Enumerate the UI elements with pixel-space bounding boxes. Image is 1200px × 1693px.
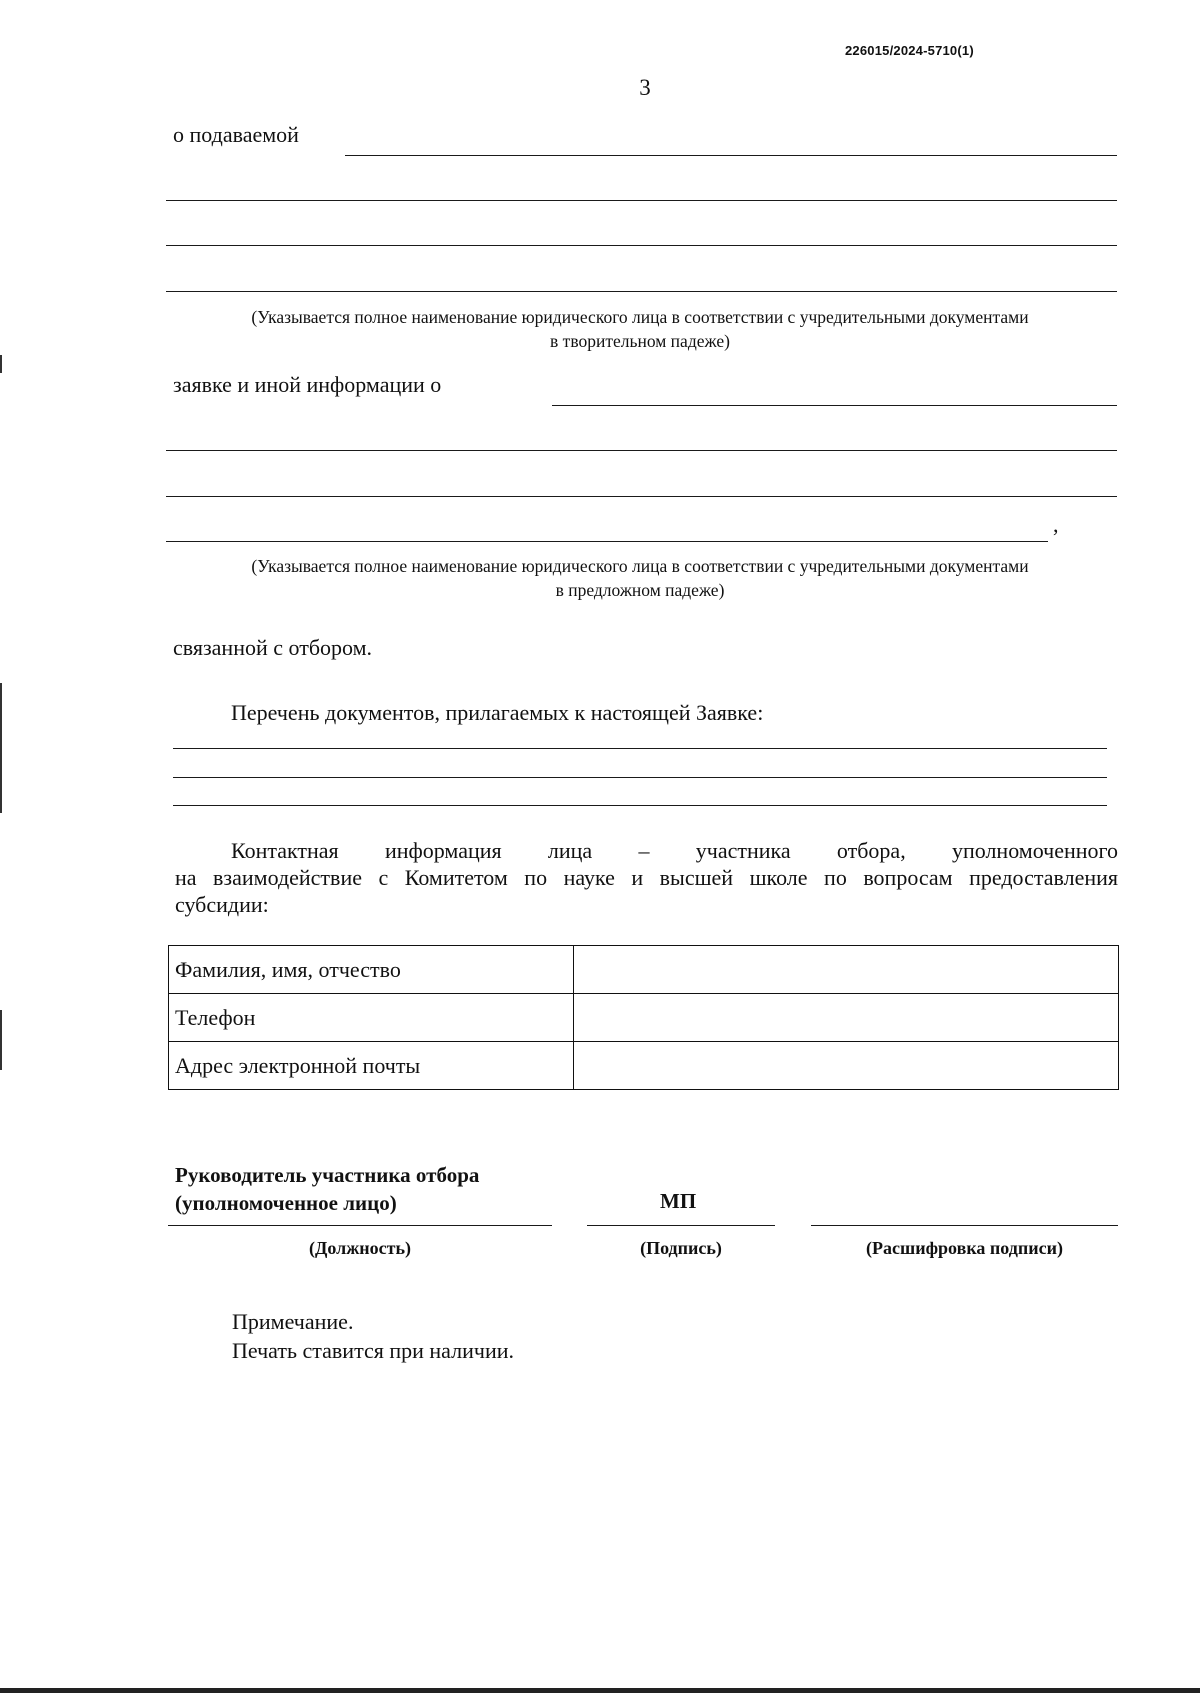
decoding-line[interactable] — [811, 1225, 1118, 1226]
fill-line[interactable] — [345, 155, 1117, 156]
contact-info-line: Контактная информация лица – участника отбора, уполномоченного — [231, 838, 1118, 863]
caption-line: (Указывается полное наименование юридического лица в соответствии с учредительными документами — [251, 307, 1029, 327]
fill-line[interactable] — [552, 405, 1117, 406]
contact-label-full-name: Фамилия, имя, отчество — [169, 946, 574, 994]
instrumental-case-caption — [175, 305, 1105, 353]
fill-line[interactable] — [166, 541, 1048, 542]
note-text: Печать ставится при наличии. — [232, 1338, 514, 1363]
document-line[interactable] — [173, 777, 1107, 778]
signatory-title — [175, 1161, 479, 1217]
caption-line: в творительном падеже) — [550, 331, 730, 351]
decoding-caption: (Расшифровка подписи) — [866, 1238, 1063, 1258]
fill-line[interactable] — [166, 291, 1117, 292]
connected-text: связанной с отбором. — [173, 635, 373, 660]
lead-text-application: заявке и иной информации о — [173, 372, 442, 397]
signatory-title-line: (уполномоченное лицо) — [175, 1191, 397, 1215]
caption-line: в предложном падеже) — [555, 580, 725, 600]
fill-line[interactable] — [166, 245, 1117, 246]
scan-bottom-edge — [0, 1688, 1200, 1693]
table-row — [169, 946, 1119, 994]
prepositional-case-caption — [175, 554, 1105, 602]
scan-edge-mark — [0, 355, 2, 373]
full-name-field[interactable] — [574, 946, 1119, 994]
contact-label-email: Адрес электронной почты — [169, 1042, 574, 1090]
position-caption: (Должность) — [308, 1238, 411, 1258]
fill-line[interactable] — [166, 200, 1117, 201]
phone-field[interactable] — [574, 994, 1119, 1042]
table-row — [169, 994, 1119, 1042]
stamp-label: МП — [660, 1189, 697, 1213]
document-line[interactable] — [173, 805, 1107, 806]
note-title: Примечание. — [232, 1309, 354, 1334]
contact-info-line: на взаимодействие с Комитетом по науке и высшей школе по вопросам предоставления — [175, 865, 1118, 890]
contact-info-line: субсидии: — [175, 892, 269, 917]
page-number: 3 — [639, 75, 651, 100]
signature-line[interactable] — [587, 1225, 775, 1226]
trailing-comma: , — [1053, 512, 1059, 537]
contact-info-paragraph — [175, 837, 1118, 918]
documents-list-heading: Перечень документов, прилагаемых к настоящей Заявке: — [231, 700, 764, 725]
signature-caption: (Подпись) — [640, 1238, 722, 1258]
contact-label-phone: Телефон — [169, 994, 574, 1042]
scan-edge-mark — [0, 1010, 2, 1070]
lead-text-submitted: о подаваемой — [173, 122, 299, 147]
document-number: 226015/2024-5710(1) — [845, 43, 974, 58]
fill-line[interactable] — [166, 496, 1117, 497]
email-field[interactable] — [574, 1042, 1119, 1090]
note — [232, 1307, 514, 1365]
table-row — [169, 1042, 1119, 1090]
position-line[interactable] — [168, 1225, 552, 1226]
contact-table — [168, 945, 1119, 1090]
document-line[interactable] — [173, 748, 1107, 749]
fill-line[interactable] — [166, 450, 1117, 451]
signatory-title-line: Руководитель участника отбора — [175, 1163, 480, 1187]
scan-edge-mark — [0, 683, 2, 813]
caption-line: (Указывается полное наименование юридического лица в соответствии с учредительными документами — [251, 556, 1029, 576]
